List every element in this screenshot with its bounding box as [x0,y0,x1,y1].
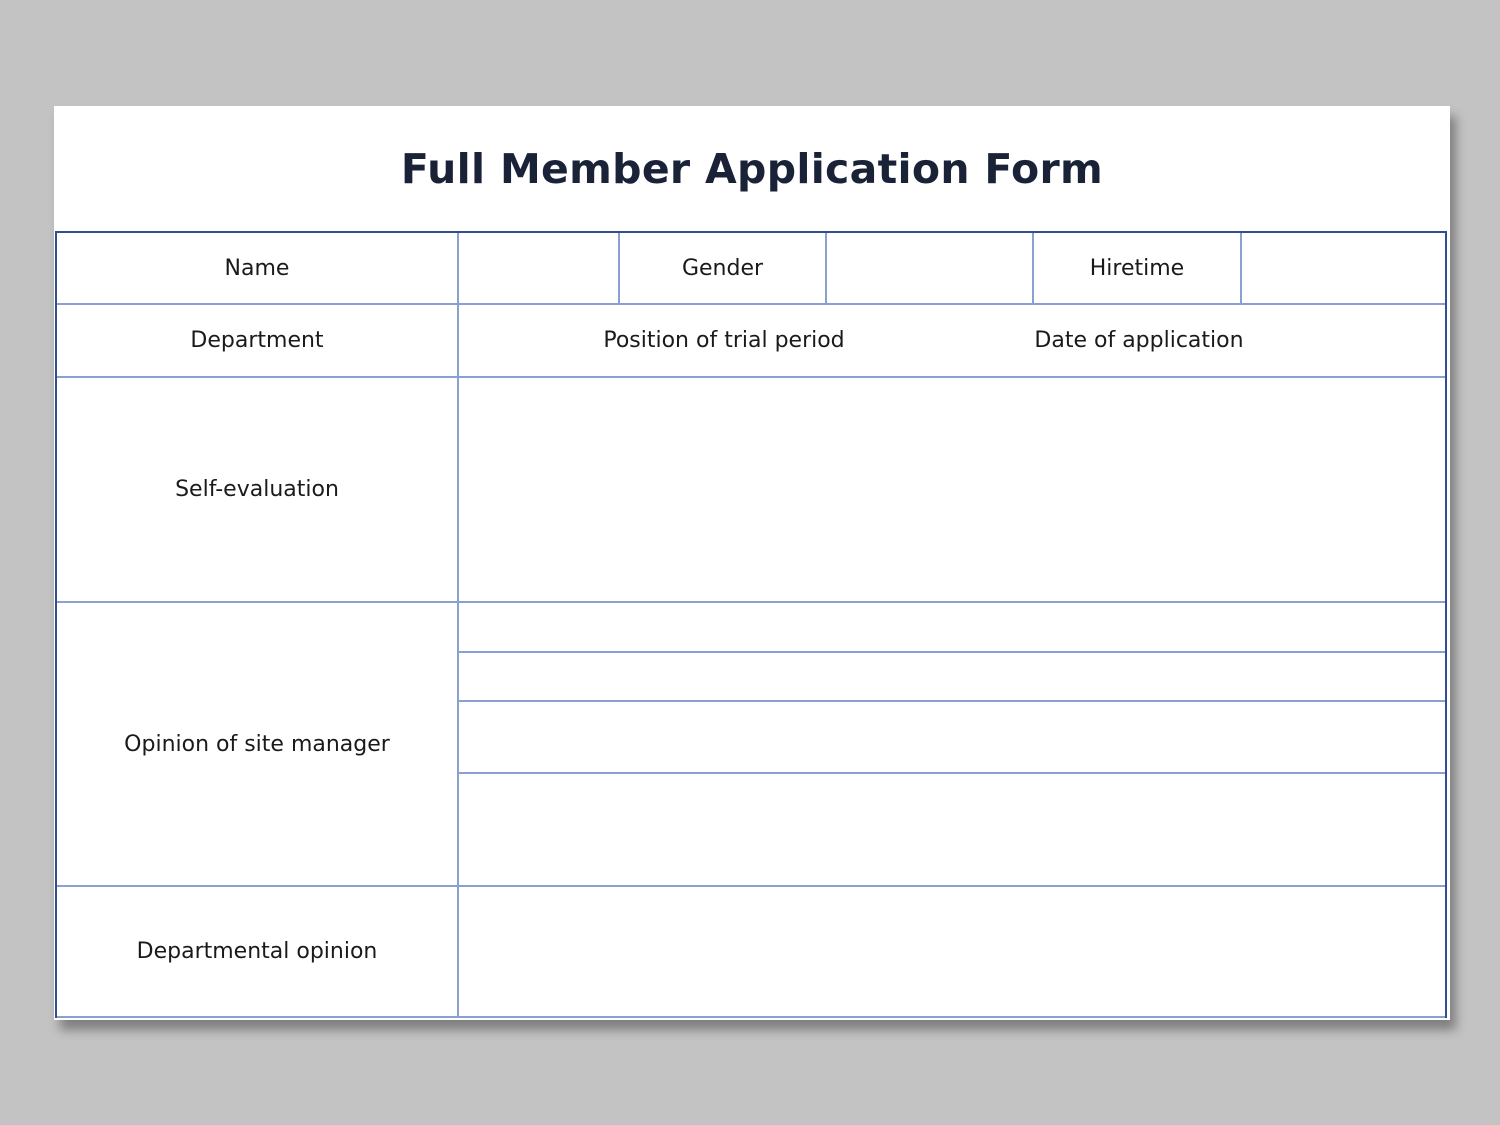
date-of-application-label: Date of application [1034,328,1244,353]
departmental-opinion-label: Departmental opinion [136,939,378,964]
hiretime-label: Hiretime [1089,255,1185,281]
form-title: Full Member Application Form [400,145,1104,193]
name-field[interactable] [459,233,618,303]
site-manager-opinion-line[interactable] [459,603,1445,651]
self-evaluation-field[interactable] [459,378,1445,601]
site-manager-opinion-line[interactable] [459,653,1445,700]
name-label: Name [224,255,290,281]
site-manager-opinion-line[interactable] [459,774,1445,885]
form-table [55,231,1447,1018]
department-label: Department [190,328,324,353]
gender-label: Gender [681,255,764,281]
form-sheet [54,106,1450,1020]
site-manager-opinion-label: Opinion of site manager [124,731,390,757]
hiretime-field[interactable] [1242,233,1445,303]
table-bottom-border [57,1016,1445,1018]
position-of-trial-period-label: Position of trial period [603,328,845,353]
departmental-opinion-field[interactable] [459,887,1445,1016]
self-evaluation-label: Self-evaluation [175,477,339,502]
gender-field[interactable] [827,233,1032,303]
site-manager-opinion-line[interactable] [459,702,1445,772]
